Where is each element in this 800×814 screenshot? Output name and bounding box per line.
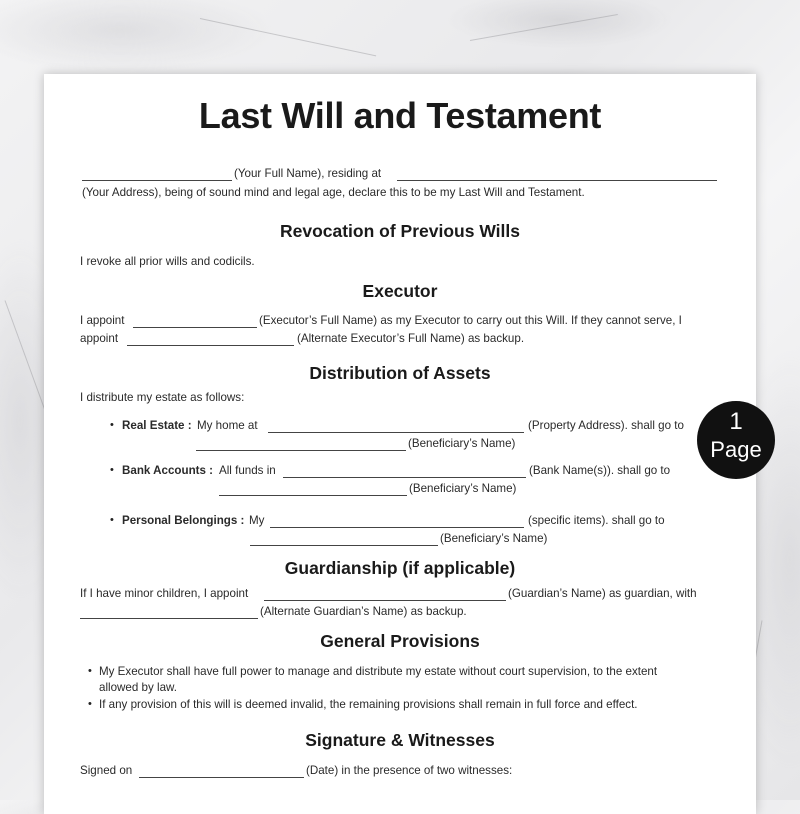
beneficiary-field[interactable] bbox=[196, 450, 406, 451]
asset-lead: My bbox=[249, 514, 265, 527]
distribution-heading: Distribution of Assets bbox=[309, 363, 491, 383]
beneficiary-label: (Beneficiary’s Name) bbox=[440, 532, 548, 545]
asset-field-label: (Bank Name(s)). shall go to bbox=[529, 464, 671, 477]
beneficiary-field[interactable] bbox=[219, 495, 407, 496]
signature-text: (Date) in the presence of two witnesses: bbox=[306, 764, 513, 777]
bullet-icon: • bbox=[88, 698, 92, 710]
alternate-executor-field[interactable] bbox=[127, 345, 294, 346]
executor-name-field[interactable] bbox=[133, 327, 257, 328]
guardianship-text: (Guardian’s Name) as guardian, with bbox=[508, 587, 697, 600]
page-count-label: Page bbox=[710, 437, 762, 462]
revocation-heading: Revocation of Previous Wills bbox=[279, 221, 521, 241]
provision-text: allowed by law. bbox=[99, 681, 177, 694]
asset-label: Bank Accounts : bbox=[122, 464, 214, 477]
executor-heading: Executor bbox=[362, 281, 438, 301]
asset-label: Personal Belongings : bbox=[122, 514, 245, 527]
marble-vein bbox=[5, 300, 47, 413]
guardianship-heading: Guardianship (if applicable) bbox=[284, 558, 516, 578]
specific-items-field[interactable] bbox=[270, 527, 524, 528]
asset-lead: All funds in bbox=[219, 464, 276, 477]
property-address-field[interactable] bbox=[268, 432, 524, 433]
executor-text: I appoint bbox=[80, 314, 125, 327]
executor-text: appoint bbox=[80, 332, 119, 345]
bullet-icon: • bbox=[88, 665, 92, 677]
asset-field-label: (Property Address). shall go to bbox=[528, 419, 684, 432]
full-name-field[interactable] bbox=[82, 180, 232, 181]
bank-name-field[interactable] bbox=[283, 477, 526, 478]
bullet-icon: • bbox=[110, 464, 114, 476]
document-title: Last Will and Testament bbox=[198, 95, 602, 136]
bullet-icon: • bbox=[110, 419, 114, 431]
alternate-guardian-field[interactable] bbox=[80, 618, 258, 619]
date-field[interactable] bbox=[139, 777, 304, 778]
signature-heading: Signature & Witnesses bbox=[305, 730, 495, 750]
beneficiary-label: (Beneficiary’s Name) bbox=[408, 437, 516, 450]
address-label: (Your Address), being of sound mind and legal age, declare this to be my Last Will and Testament. bbox=[82, 186, 585, 199]
guardianship-text: (Alternate Guardian’s Name) as backup. bbox=[260, 605, 467, 618]
marble-vein bbox=[470, 14, 618, 41]
provision-text: If any provision of this will is deemed invalid, the remaining provisions shall remain in full force and effect. bbox=[99, 698, 638, 711]
distribution-intro: I distribute my estate as follows: bbox=[80, 391, 245, 404]
provisions-heading: General Provisions bbox=[320, 631, 480, 651]
marble-vein bbox=[200, 18, 376, 56]
asset-field-label: (specific items). shall go to bbox=[528, 514, 665, 527]
asset-lead: My home at bbox=[197, 419, 258, 432]
revocation-text: I revoke all prior wills and codicils. bbox=[80, 255, 255, 268]
executor-text: (Executor’s Full Name) as my Executor to carry out this Will. If they cannot serve, I bbox=[259, 314, 682, 327]
address-field[interactable] bbox=[397, 180, 717, 181]
bullet-icon: • bbox=[110, 514, 114, 526]
beneficiary-label: (Beneficiary’s Name) bbox=[409, 482, 517, 495]
provision-text: My Executor shall have full power to manage and distribute my estate without court supervision, to the extent bbox=[99, 665, 658, 678]
guardian-name-field[interactable] bbox=[264, 600, 506, 601]
beneficiary-field[interactable] bbox=[250, 545, 438, 546]
document-page bbox=[44, 74, 756, 814]
full-name-label: (Your Full Name), residing at bbox=[234, 167, 382, 180]
page-count-number: 1 bbox=[729, 408, 743, 435]
guardianship-text: If I have minor children, I appoint bbox=[80, 587, 249, 600]
signature-text: Signed on bbox=[80, 764, 133, 777]
asset-label: Real Estate : bbox=[122, 419, 192, 432]
executor-text: (Alternate Executor’s Full Name) as backup. bbox=[297, 332, 525, 345]
page-count-badge bbox=[697, 401, 775, 479]
